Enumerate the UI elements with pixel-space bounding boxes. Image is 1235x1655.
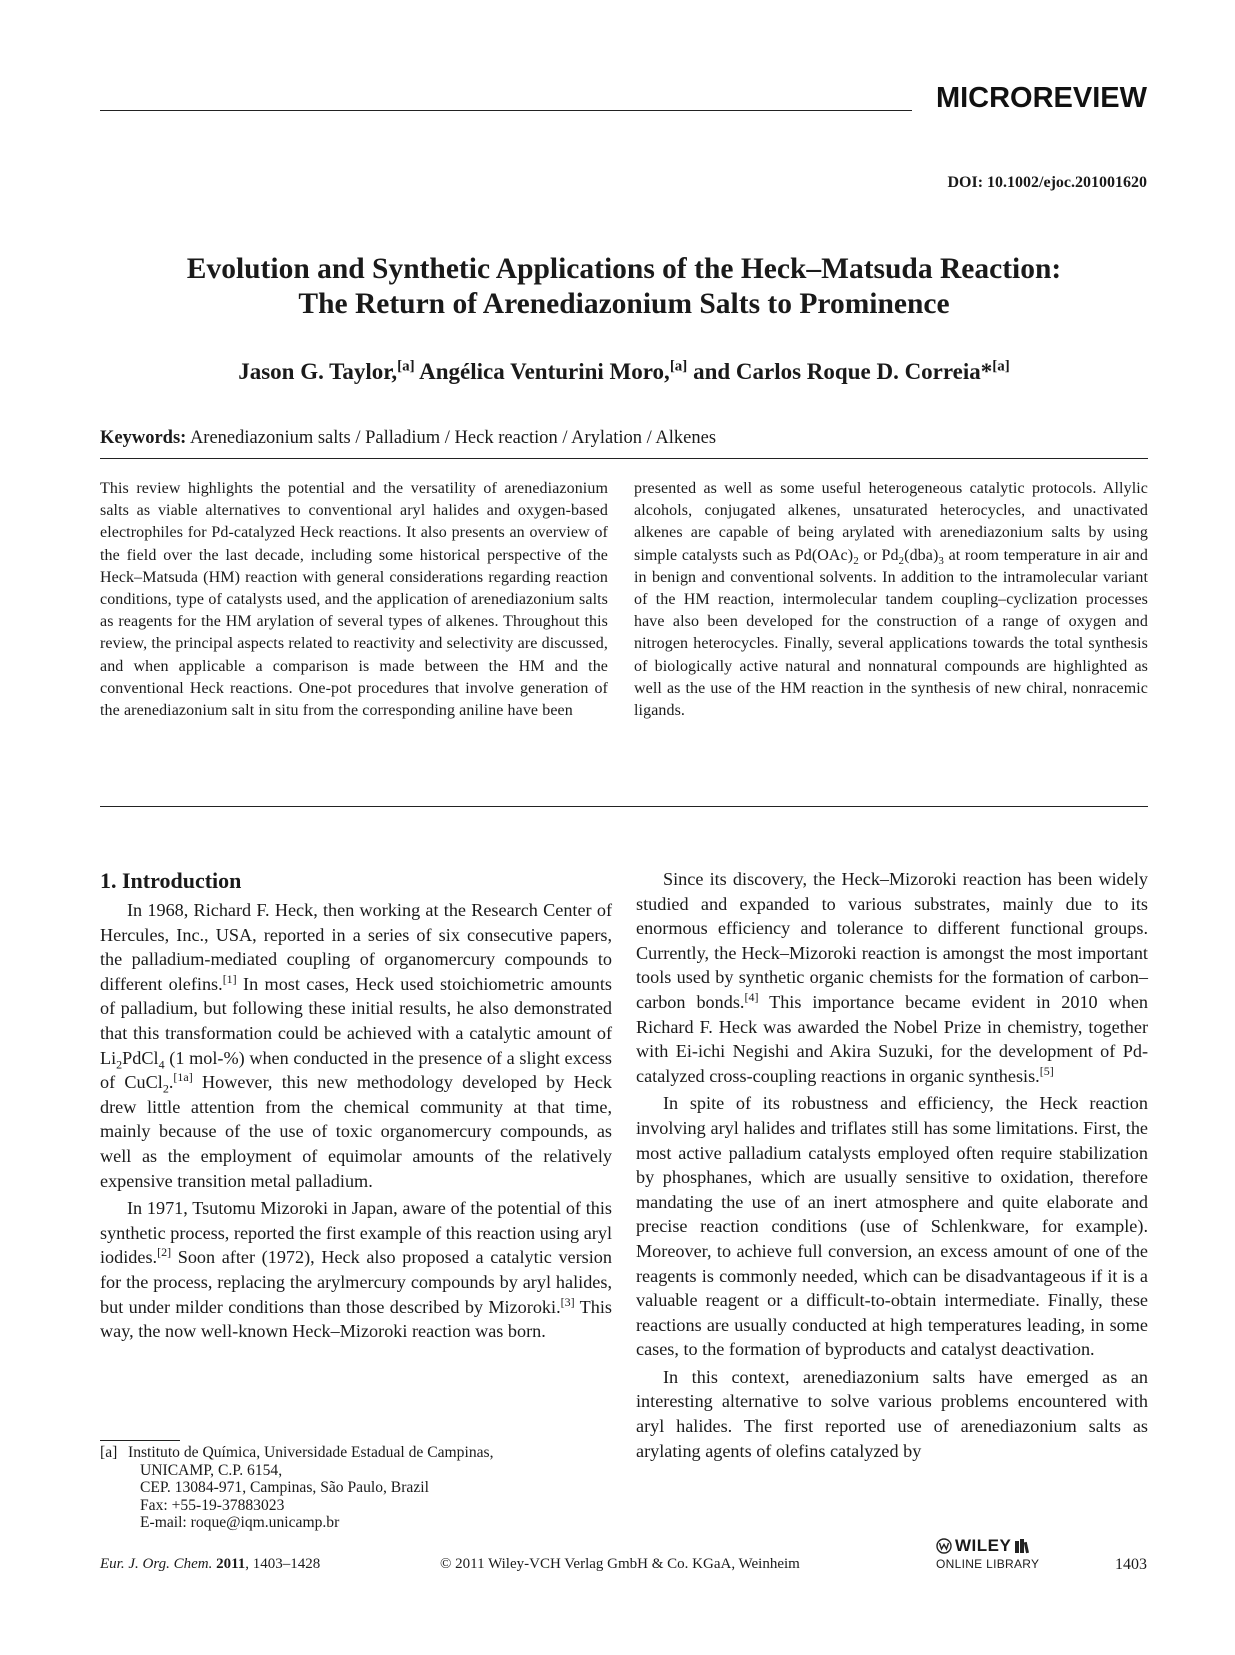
text: PdCl (122, 1047, 159, 1068)
paragraph: In this context, arenediazonium salts have emerged as an interesting alternative to solve various problems encountered with aryl halides. The first reported use of arenediazonium salts as arylating agents of olefins catalyzed by (636, 1366, 1148, 1461)
header-rule (100, 110, 912, 111)
journal-name: Eur. J. Org. Chem. (100, 1556, 213, 1572)
footnote-line: Fax: +55-19-37883023 (140, 1496, 285, 1514)
abstract-text: at room temperature in air and in benign and conventional solvents. In addition to the intramolecular variant of the HM reaction, intermolecular tandem coupling–cyclization processes have also been developed for the construction of a range of oxygen and nitrogen heterocycles. Finally, several applications towards the total synthesis of biologically active natural and nonnatural compounds are highlighted as well as the use of the HM reaction in the synthesis of new chiral, nonracemic ligands. (634, 546, 1148, 720)
body-column-left (100, 898, 612, 1344)
subscript: 2 (898, 554, 905, 567)
footnote-line: UNICAMP, C.P. 6154, (140, 1461, 283, 1479)
copyright: © 2011 Wiley-VCH Verlag GmbH & Co. KGaA, Weinheim (440, 1556, 800, 1572)
author-affiliation: [a] (992, 358, 1010, 375)
citation[interactable]: [5] (1039, 1063, 1054, 1078)
article-title (100, 252, 1148, 322)
title-line-1: Evolution and Synthetic Applications of the Heck–Matsuda Reaction: (186, 253, 1062, 285)
text: (1 mol-%) when conducted in the presence of a slight excess of CuCl (100, 1047, 612, 1093)
author-name: and Carlos Roque D. Correia* (693, 359, 993, 384)
text: . (168, 1072, 174, 1093)
books-icon (1014, 1538, 1032, 1554)
text: In 1968, Richard F. Heck, then working at the Research Center of Hercules, Inc., USA, reported in a series of six consecutive papers, the palladium-mediated coupling of organomercury compounds to different olefins. (100, 900, 612, 994)
subscript: 2 (162, 1081, 169, 1096)
author-name: Jason G. Taylor, (238, 359, 398, 384)
subscript: 4 (158, 1057, 165, 1072)
section-heading: 1. Introduction (100, 868, 242, 893)
abstract-top-rule (100, 458, 1148, 459)
abstract-left: This review highlights the potential and the versatility of arenediazonium salts as viable alternatives to conventional aryl halides and oxygen-based electrophiles for Pd-catalyzed Heck reactions. It also presents an overview of the field over the last decade, including some historical perspective of the Heck–Matsuda (HM) reaction with general considerations regarding reaction conditions, type of catalysts used, and the application of arenediazonium salts as reagents for the HM arylation of several types of alkenes. Throughout this review, the principal aspects related to reactivity and selectivity are discussed, and when applicable a comparison is made between the HM and the conventional Heck reactions. One-pot procedures that involve generation of the arenediazonium salt in situ from the corresponding aniline have been (100, 480, 608, 720)
author-affiliation: [a] (397, 358, 415, 375)
subscript: 2 (853, 554, 859, 567)
doi[interactable]: DOI: 10.1002/ejoc.201001620 (947, 174, 1147, 191)
wiley-logo[interactable] (936, 1536, 1039, 1571)
text: Since its discovery, the Heck–Mizoroki reaction has been widely studied and expanded to various substrates, mainly due to its enormous efficiency and tolerance to different functional groups. Currently, the Heck–Mizoroki reaction is amongst the most important tools used by synthetic organic chemists for the formation of carbon–carbon bonds. (636, 869, 1148, 1012)
abstract-right (634, 478, 1148, 722)
text: Soon after (1972), Heck also proposed a catalytic version for the process, replacing the arylmercury compounds by aryl halides, but under milder conditions than those described by Mizoroki. (100, 1247, 612, 1317)
author-list (100, 359, 1148, 385)
citation[interactable]: [3] (560, 1294, 575, 1309)
abstract-text: presented as well as some useful heterogeneous catalytic protocols. Allylic alcohols, conjugated alkenes, unsaturated heterocycles, and unactivated alkenes are capable of being arylated with arenediazonium salts by using simple catalysts such as Pd(OAc) (634, 480, 1148, 564)
citation[interactable]: [4] (744, 989, 759, 1004)
text: In most cases, Heck used stoichiometric amounts of palladium, but following these initial results, he also demonstrated that this transformation could be achieved with a catalytic amount of Li (100, 973, 612, 1068)
subscript: 3 (938, 554, 945, 567)
affiliation-footnote (100, 1444, 620, 1532)
paragraph: In spite of its robustness and efficiency, the Heck reaction involving aryl halides and triflates still has some limitations. First, the most active palladium catalysts employed often require stabilization by phosphanes, which are usually sensitive to oxidation, therefore mandating the use of an inert atmosphere and quite elaborate and precise reaction conditions (use of Schlenkware, for example). Moreover, to achieve full conversion, an excess amount of one of the reagents is commonly needed, which can be disadvantageous if it is a valuable reagent or a difficult-to-obtain intermediate. Finally, these reactions are usually conducted at high temperatures leading, in some cases, to the formation of byproducts and catalyst deactivation. (636, 1093, 1148, 1360)
text: In 1971, Tsutomu Mizoroki in Japan, aware of the potential of this synthetic process, reported the first example of this reaction using aryl iodides. (100, 1198, 612, 1268)
author-affiliation: [a] (669, 358, 688, 375)
section-label: MICROREVIEW (935, 82, 1147, 114)
citation[interactable]: [2] (157, 1245, 172, 1260)
journal-citation (100, 1556, 320, 1573)
paragraph (100, 1196, 612, 1344)
footnote-line: Instituto de Química, Universidade Estadual de Campinas, (128, 1444, 494, 1461)
author-name: Angélica Venturini Moro, (419, 359, 670, 384)
paragraph (100, 898, 612, 1193)
wiley-wordmark: WILEY (955, 1536, 1012, 1555)
footnote-rule (100, 1440, 180, 1441)
paragraph (636, 867, 1148, 1088)
page-number: 1403 (1115, 1556, 1147, 1573)
abstract-text: (dba) (904, 546, 939, 564)
text: This importance became evident in 2010 when Richard F. Heck was awarded the Nobel Prize in chemistry, together with Ei-ichi Negishi and Akira Suzuki, for the development of Pd-catalyzed cross-coupling reactions in organic synthesis. (636, 991, 1148, 1086)
keywords-label: Keywords: (100, 428, 187, 448)
footnote-line: CEP. 13084-971, Campinas, São Paulo, Brazil (140, 1479, 429, 1497)
footnote-label: [a] (100, 1444, 118, 1461)
text: However, this new methodology developed by Heck drew little attention from the chemical community at that time, mainly because of the use of toxic organomercury compounds, as well as the employment of equimolar amounts of the relatively expensive transition metal palladium. (100, 1072, 612, 1191)
footnote-email[interactable]: E-mail: roque@iqm.unicamp.br (140, 1514, 340, 1532)
citation[interactable]: [1a] (173, 1070, 193, 1085)
journal-year: 2011 (216, 1556, 246, 1572)
abstract-text: or Pd (858, 546, 899, 564)
subscript: 2 (116, 1057, 123, 1072)
keywords (100, 428, 716, 449)
keywords-text: Arenediazonium salts / Palladium / Heck reaction / Arylation / Alkenes (189, 428, 717, 448)
journal-pages: , 1403–1428 (245, 1556, 321, 1572)
online-library-label: ONLINE LIBRARY (936, 1557, 1040, 1571)
title-line-2: The Return of Arenediazonium Salts to Prominence (298, 288, 950, 320)
body-column-right (636, 867, 1148, 1463)
abstract-bottom-rule (100, 806, 1148, 807)
text: This way, the now well-known Heck–Mizoroki reaction was born. (100, 1296, 612, 1342)
wiley-seal-icon (936, 1538, 952, 1554)
citation[interactable]: [1] (222, 971, 237, 986)
